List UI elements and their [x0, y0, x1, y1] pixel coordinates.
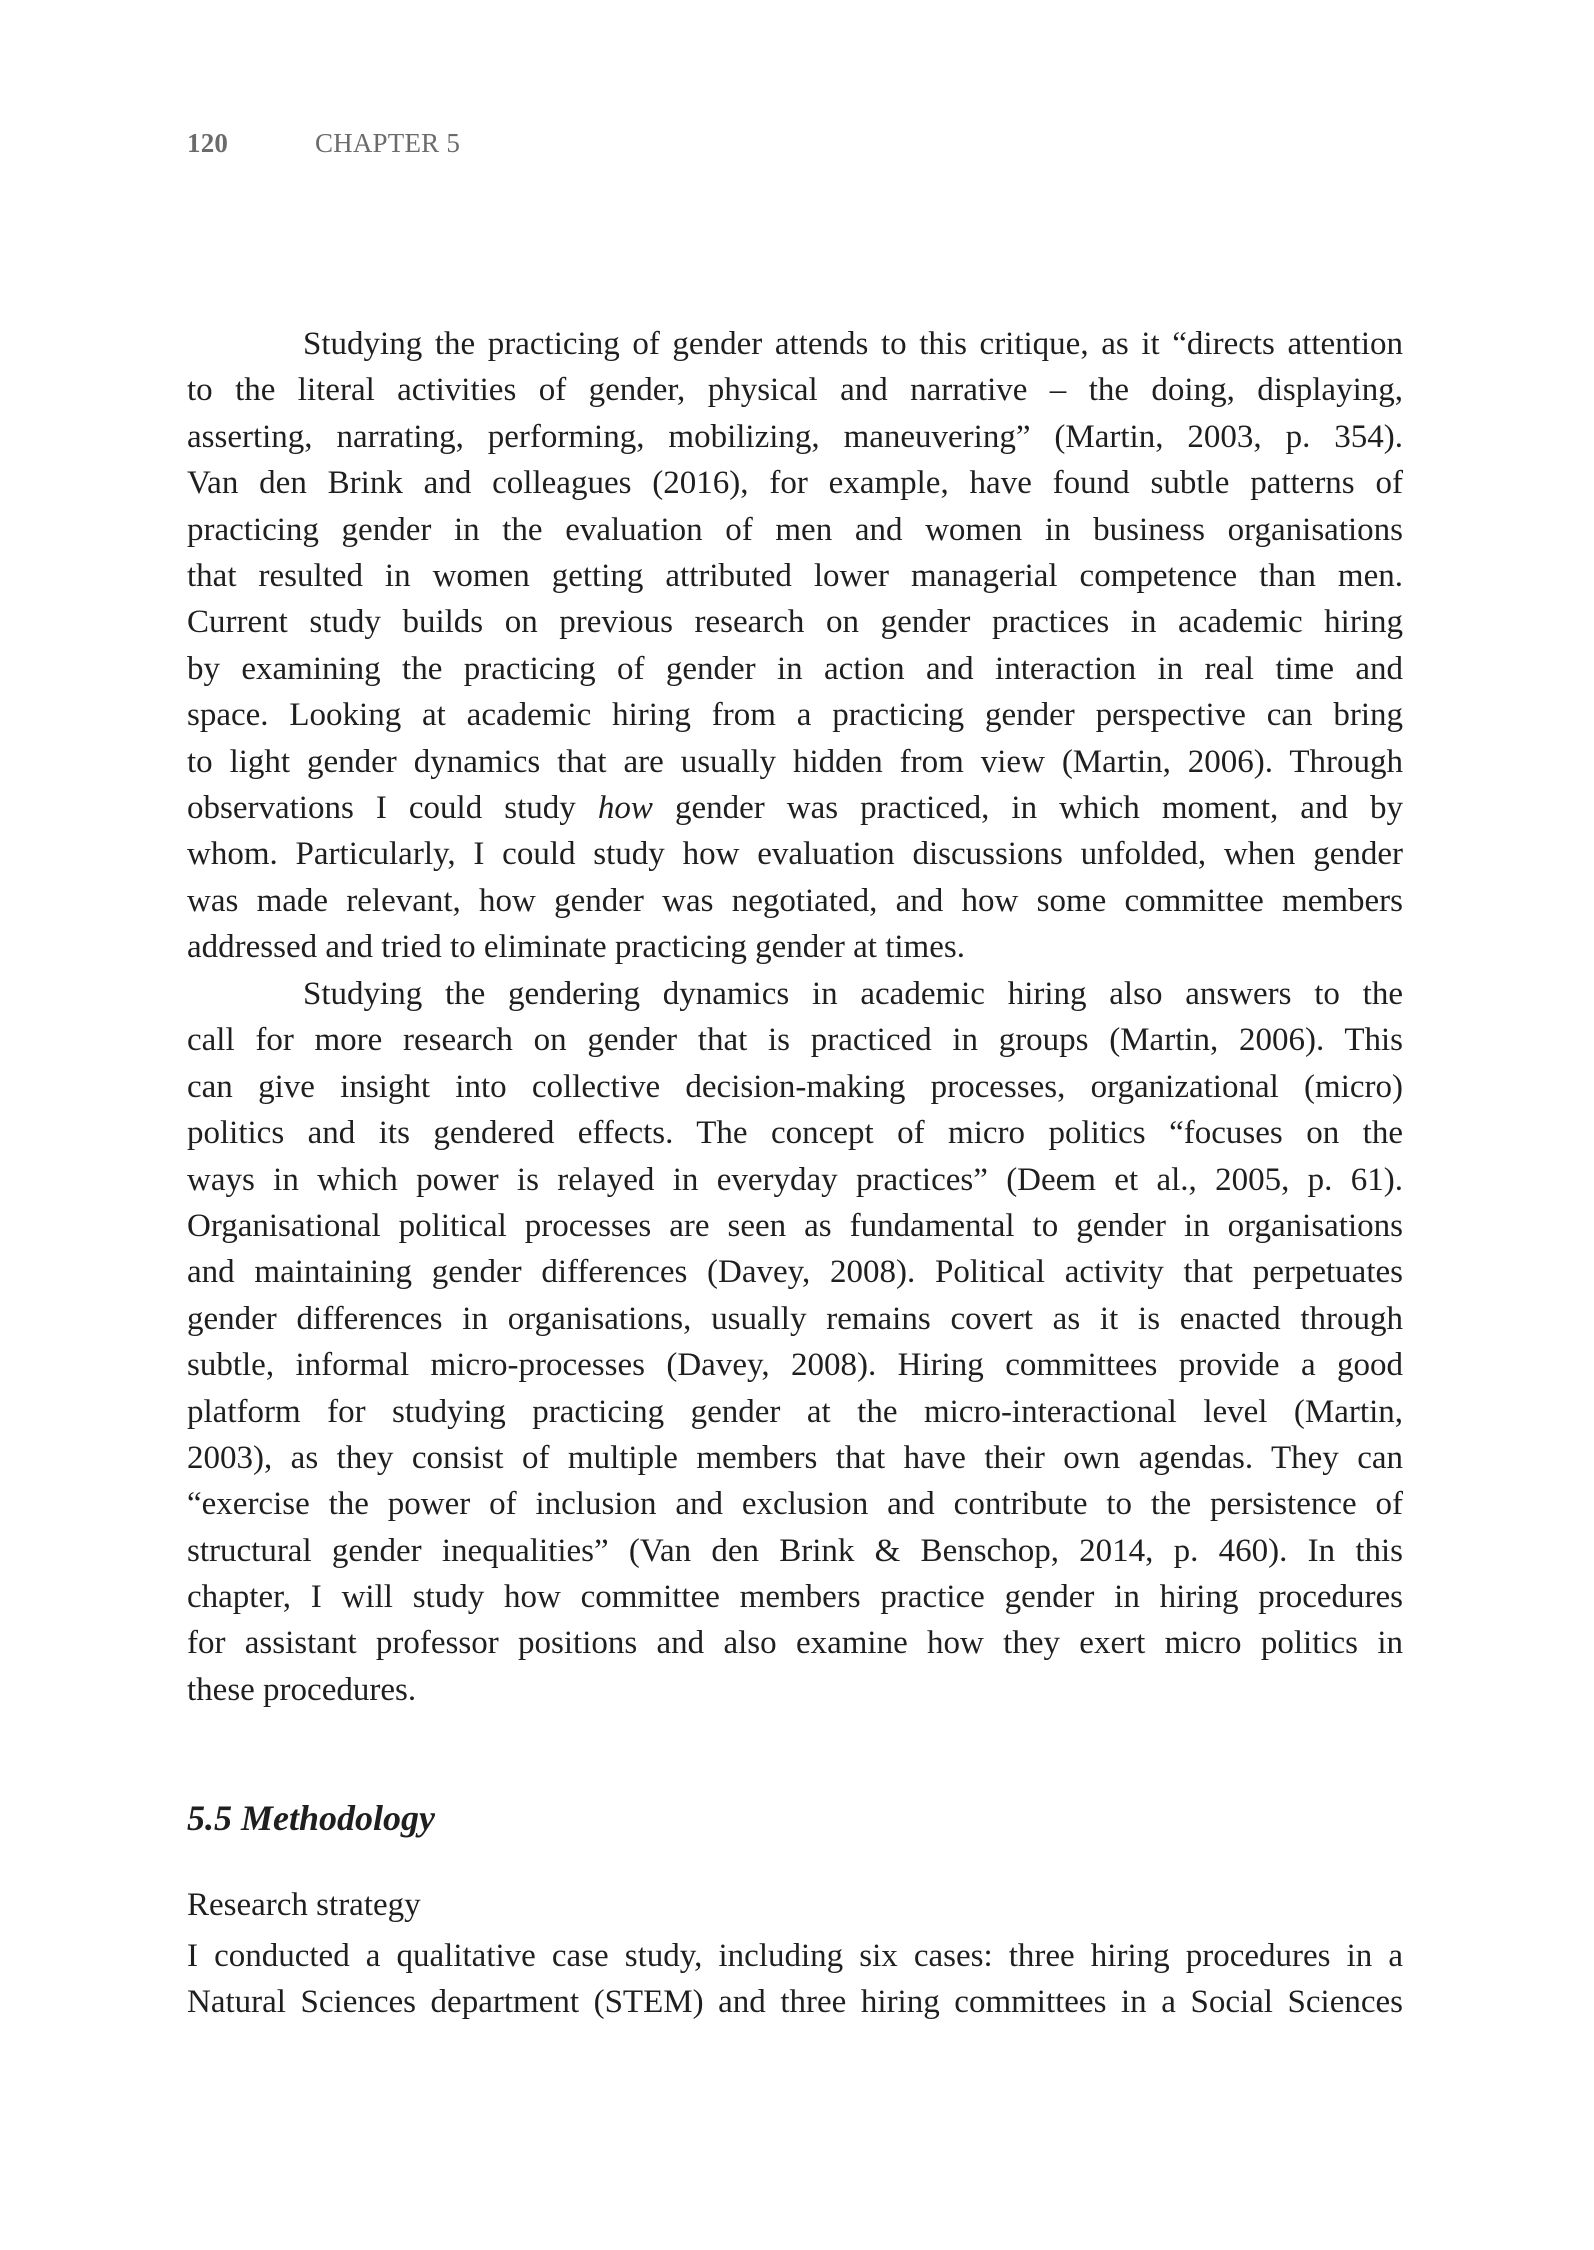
text-line: structural gender inequalities” (Van den Brink & Benschop, 2014, p. 460). In this	[187, 1532, 1403, 1569]
chapter-label: CHAPTER 5	[314, 128, 461, 158]
text-line: space. Looking at academic hiring from a practicing gender perspective can bring	[187, 697, 1403, 734]
emphasis-how: how	[597, 789, 653, 826]
text-line: addressed and tried to eliminate practicing gender at times.	[187, 929, 965, 966]
text-line: by examining the practicing of gender in action and interaction in real time and	[187, 650, 1403, 687]
text-line: and maintaining gender differences (Davey, 2008). Political activity that perpetuates	[187, 1254, 1403, 1291]
running-head	[187, 128, 460, 159]
text-line: call for more research on gender that is practiced in groups (Martin, 2006). This	[187, 1022, 1403, 1059]
text-line: 2003), as they consist of multiple members that have their own agendas. They can	[187, 1439, 1403, 1476]
text-line: for assistant professor positions and also examine how they exert micro politics in	[187, 1625, 1403, 1662]
paragraph-micro-politics	[187, 971, 1403, 1713]
text-line: Natural Sciences department (STEM) and three hiring committees in a Social Sciences	[187, 1984, 1403, 2021]
paragraph-practicing-gender	[187, 321, 1403, 970]
text-line: chapter, I will study how committee members practice gender in hiring procedures	[187, 1579, 1403, 1616]
text-line: I conducted a qualitative case study, including six cases: three hiring procedures in a	[187, 1938, 1403, 1974]
text-segment: observations I could study	[187, 789, 576, 826]
text-line-with-emphasis	[187, 785, 1403, 831]
text-line: practicing gender in the evaluation of men and women in business organisations	[187, 511, 1403, 548]
paragraph-research-strategy	[187, 1933, 1403, 2026]
text-line: to the literal activities of gender, physical and narrative – the doing, displaying,	[187, 372, 1403, 409]
text-line: can give insight into collective decision-making processes, organizational (micro)	[187, 1068, 1403, 1105]
text-line: these procedures.	[187, 1671, 417, 1708]
text-line: Van den Brink and colleagues (2016), for example, have found subtle patterns of	[187, 465, 1403, 502]
text-line: whom. Particularly, I could study how evaluation discussions unfolded, when gender	[187, 836, 1403, 873]
text-line: subtle, informal micro-processes (Davey, 2008). Hiring committees provide a good	[187, 1347, 1403, 1384]
text-line: “exercise the power of inclusion and exclusion and contribute to the persistence of	[187, 1486, 1403, 1523]
text-line: ways in which power is relayed in everyday practices” (Deem et al., 2005, p. 61).	[187, 1161, 1403, 1198]
text-line: to light gender dynamics that are usually hidden from view (Martin, 2006). Through	[187, 743, 1403, 780]
text-line: was made relevant, how gender was negotiated, and how some committee members	[187, 882, 1403, 919]
text-segment: gender was practiced, in which moment, and by	[674, 789, 1404, 826]
subheading-research-strategy: Research strategy	[187, 1887, 421, 1923]
text-line: asserting, narrating, performing, mobilizing, maneuvering” (Martin, 2003, p. 354).	[187, 418, 1403, 455]
text-line: platform for studying practicing gender at the micro-interactional level (Martin,	[187, 1393, 1403, 1430]
text-line: Studying the gendering dynamics in academic hiring also answers to the	[303, 976, 1403, 1012]
page-number: 120	[187, 128, 229, 158]
text-line: gender differences in organisations, usually remains covert as it is enacted through	[187, 1300, 1403, 1337]
text-line: Organisational political processes are seen as fundamental to gender in organisations	[187, 1207, 1403, 1244]
text-line: that resulted in women getting attributed lower managerial competence than men.	[187, 557, 1403, 594]
text-line: politics and its gendered effects. The concept of micro politics “focuses on the	[187, 1115, 1403, 1152]
section-heading: 5.5 Methodology	[187, 1798, 435, 1838]
text-line: Current study builds on previous research on gender practices in academic hiring	[187, 604, 1403, 641]
text-line: Studying the practicing of gender attends to this critique, as it “directs attention	[303, 326, 1403, 362]
